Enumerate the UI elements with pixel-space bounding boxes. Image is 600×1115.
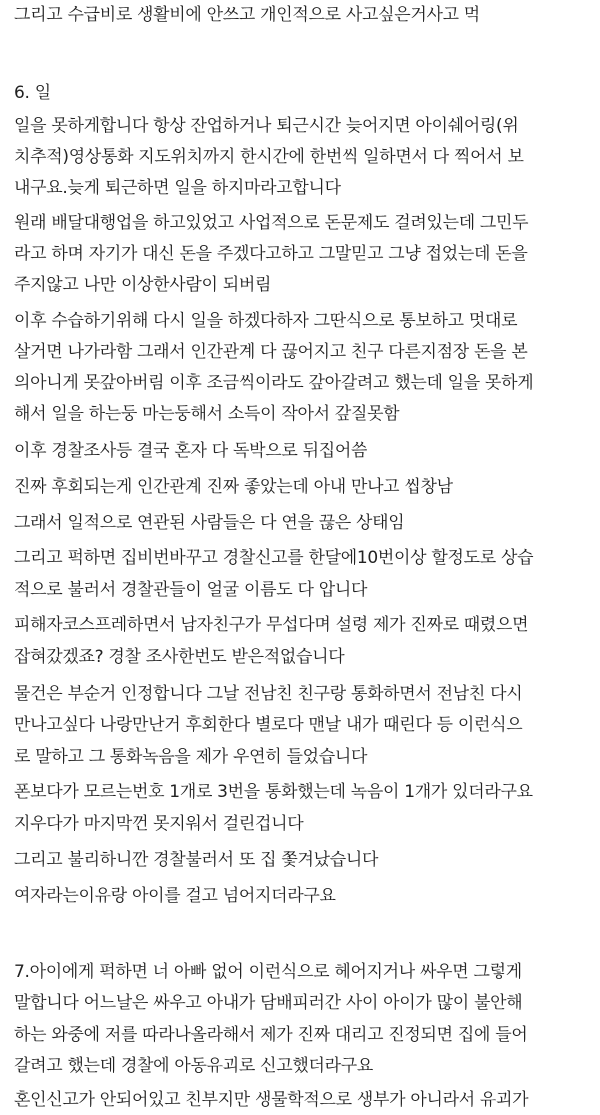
text-line: 이후 경찰조사등 결국 혼자 다 독박으로 뒤집어씀 xyxy=(14,441,368,461)
text-line: 그리고 수급비로 생활비에 안쓰고 개인적으로 사고싶은거사고 먹 xyxy=(14,5,480,25)
text-line: 이후 수습하기위해 다시 일을 하겠다하자 그딴식으로 통보하고 멋대로 xyxy=(14,311,518,331)
text-line: 의아니게 못갚아버림 이후 조금씩이라도 갚아갈려고 했는데 일을 못하게 xyxy=(14,373,534,393)
text-line: 하는 와중에 저를 따라나올라해서 제가 진짜 대리고 진정되면 집에 들어 xyxy=(14,1025,528,1045)
text-line: 주지않고 나만 이상한사람이 되버림 xyxy=(14,275,272,295)
text-line: 라고 하며 자기가 대신 돈을 주겠다고하고 그말믿고 그냥 접었는데 돈을 xyxy=(14,244,528,264)
text-line: 지우다가 마지막껀 못지워서 걸린겁니다 xyxy=(14,814,304,834)
text-line: 진짜 후회되는게 인간관계 진짜 좋았는데 아내 만나고 씹창남 xyxy=(14,477,453,497)
text-line: 혼인신고가 안되어있고 친부지만 생물학적으로 생부가 아니라서 유괴가 xyxy=(14,1090,529,1110)
text-line: 피해자코스프레하면서 남자친구가 무섭다며 설령 제가 진짜로 때렸으면 xyxy=(14,615,529,635)
text-line: 만나고싶다 나랑만난거 후회한다 별로다 맨날 내가 때린다 등 이런식으 xyxy=(14,715,523,735)
text-line: 일을 못하게합니다 항상 잔업하거나 퇴근시간 늦어지면 아이쉐어링(위 xyxy=(14,116,519,136)
text-line: 치추적)영상통화 지도위치까지 한시간에 한번씩 일하면서 다 찍어서 보 xyxy=(14,147,524,167)
text-line: 적으로 불러서 경찰관들이 얼굴 이름도 다 압니다 xyxy=(14,580,368,600)
text-line: 말합니다 어느날은 싸우고 아내가 담배피러간 사이 아이가 많이 불안해 xyxy=(14,993,523,1013)
text-line: 여자라는이유랑 아이를 걸고 넘어지더라구요 xyxy=(14,886,336,906)
text-line: 폰보다가 모르는번호 1개로 3번을 통화했는데 녹음이 1개가 있더라구요 xyxy=(14,782,533,802)
text-line: 그래서 일적으로 연관된 사람들은 다 연을 끊은 상태임 xyxy=(14,513,405,533)
text-line: 살거면 나가라함 그래서 인간관계 다 끊어지고 친구 다른지점장 돈을 본 xyxy=(14,342,528,362)
text-line: 원래 배달대행업을 하고있었고 사업적으로 돈문제도 걸려있는데 그민두 xyxy=(14,213,529,233)
text-line: 물건은 부순거 인정합니다 그날 전남친 친구랑 통화하면서 전남친 다시 xyxy=(14,684,523,704)
text-line: 로 말하고 그 통화녹음을 제가 우연히 들었습니다 xyxy=(14,747,368,767)
text-line: 그리고 불리하니깐 경찰불러서 또 집 쫓겨났습니다 xyxy=(14,850,379,870)
text-line: 그리고 퍽하면 집비번바꾸고 경찰신고를 한달에10번이상 할정도로 상습 xyxy=(14,548,534,568)
text-line: 해서 일을 하는둥 마는둥해서 소득이 작아서 갚질못함 xyxy=(14,404,400,424)
section-heading: 7.아이에게 퍽하면 너 아빠 없어 이런식으로 헤어지거나 싸우면 그렇게 xyxy=(14,962,522,982)
text-line: 내구요.늦게 퇴근하면 일을 하지마라고합니다 xyxy=(14,178,341,198)
section-heading: 6. 일 xyxy=(14,83,51,103)
text-line: 잡혀갔겠죠? 경찰 조사한번도 받은적없습니다 xyxy=(14,647,345,667)
text-line: 갈려고 했는데 경찰에 아동유괴로 신고했더라구요 xyxy=(14,1056,373,1076)
